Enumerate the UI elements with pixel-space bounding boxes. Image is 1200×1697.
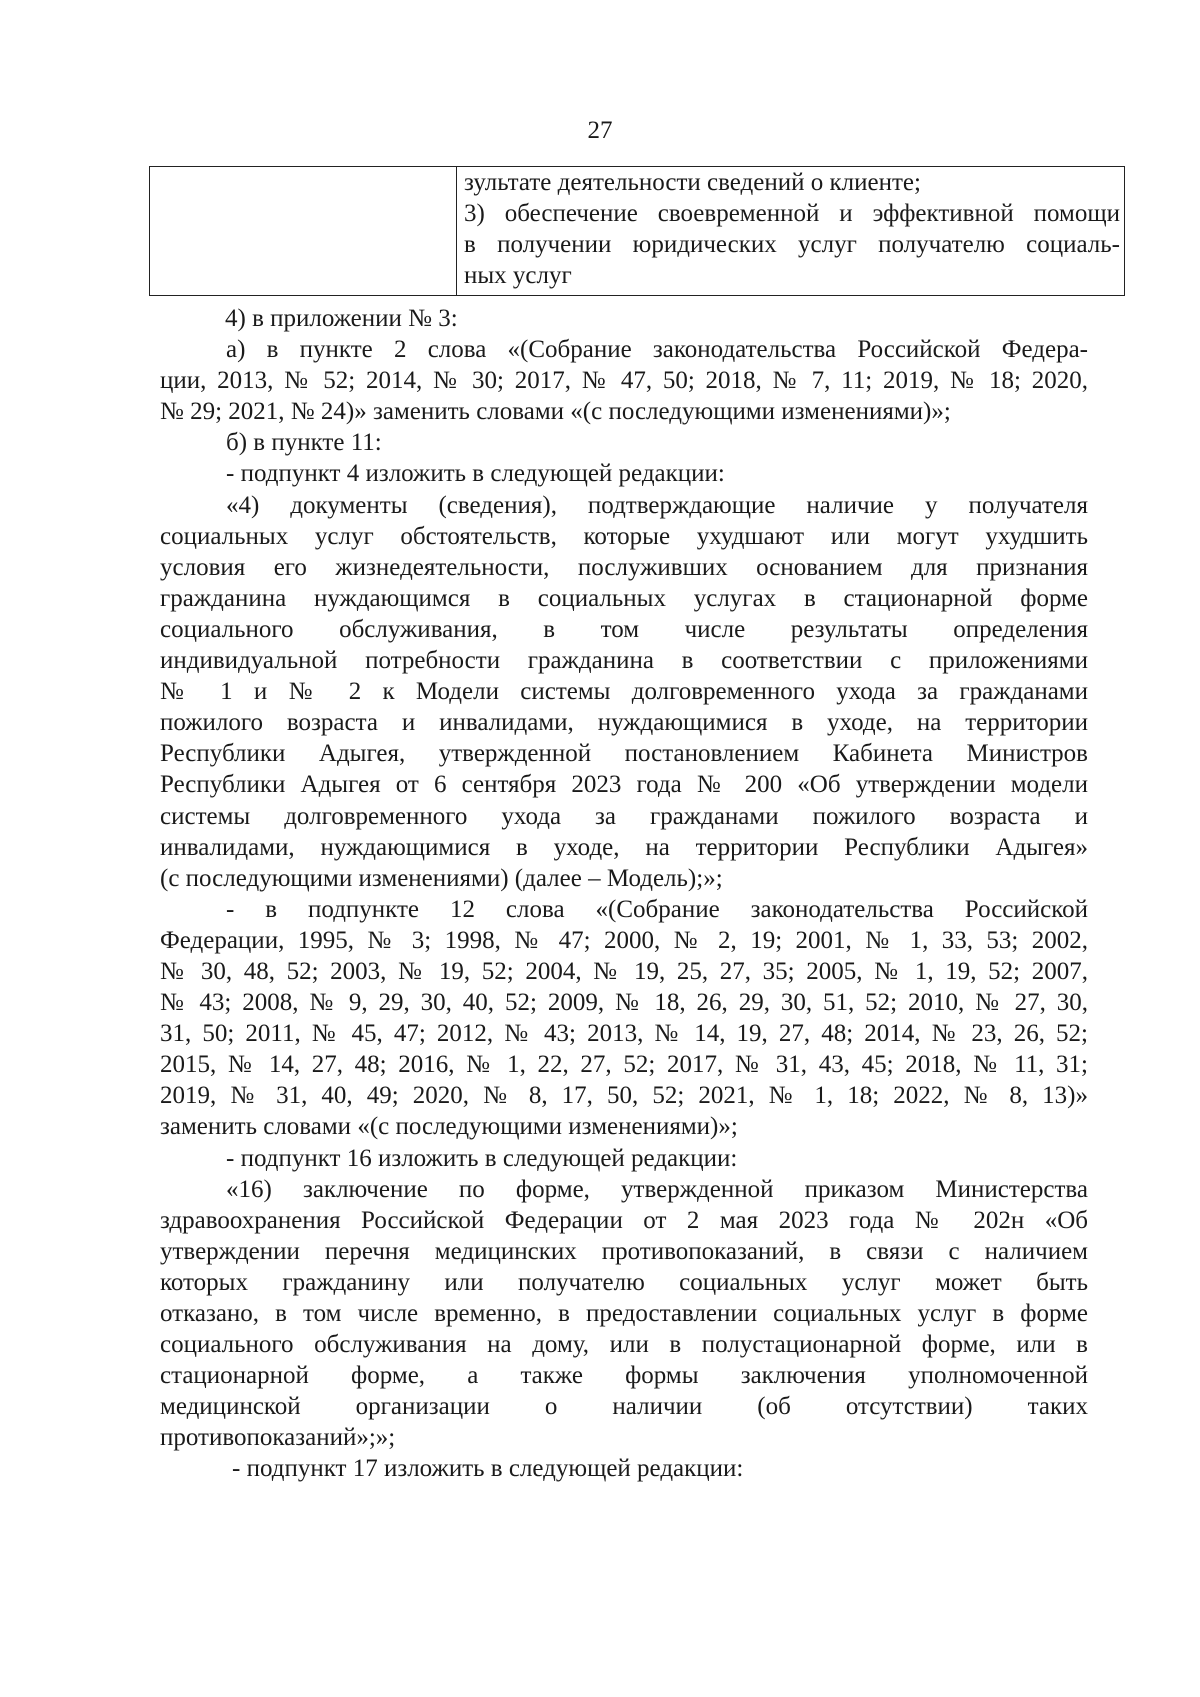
text-line: системы долговременного ухода за гражданами пожилого возраста и	[160, 802, 1088, 830]
text-line: Республики Адыгея от 6 сентября 2023 года № 200 «Об утверждении модели	[160, 771, 1088, 799]
text-line: 2019, № 31, 40, 49; 2020, № 8, 17, 50, 52; 2021, № 1, 18; 2022, № 8, 13)»	[160, 1082, 1088, 1110]
text-line: - подпункт 4 изложить в следующей редакции:	[226, 460, 725, 488]
text-line: - подпункт 17 изложить в следующей редакции:	[232, 1455, 744, 1483]
text-line: «16) заключение по форме, утвержденной приказом Министерства	[226, 1175, 1088, 1203]
text-line: инвалидами, нуждающимися в уходе, на территории Республики Адыгея»	[160, 833, 1088, 861]
text-line: - в подпункте 12 слова «(Собрание законодательства Российской	[226, 895, 1088, 923]
text-line: № 30, 48, 52; 2003, № 19, 52; 2004, № 19, 25, 27, 35; 2005, № 1, 19, 52; 2007,	[160, 957, 1088, 985]
text-line: № 29; 2021, № 24)» заменить словами «(с последующими изменениями)»;	[160, 398, 951, 426]
text-line: социального обслуживания на дому, или в полустационарной форме, или в	[160, 1331, 1088, 1359]
text-line: - подпункт 16 изложить в следующей редакции:	[226, 1144, 738, 1172]
text-line: ции, 2013, № 52; 2014, № 30; 2017, № 47, 50; 2018, № 7, 11; 2019, № 18; 2020,	[160, 367, 1088, 395]
table-cell-text	[457, 167, 1125, 296]
text-line: пожилого возраста и инвалидами, нуждающимися в уходе, на территории	[160, 709, 1088, 737]
table-cell-line: в получении юридических услуг получателю социаль-	[464, 231, 1120, 258]
text-line: (с последующими изменениями) (далее – Модель);»;	[160, 864, 723, 892]
text-line: отказано, в том числе временно, в предоставлении социальных услуг в форме	[160, 1300, 1088, 1327]
text-line: Федерации, 1995, № 3; 1998, № 47; 2000, № 2, 19; 2001, № 1, 33, 53; 2002,	[160, 926, 1088, 954]
table-cell-line: ных услуг	[464, 262, 572, 289]
text-line: № 1 и № 2 к Модели системы долговременного ухода за гражданами	[160, 678, 1088, 706]
text-line: Республики Адыгея, утвержденной постановлением Кабинета Министров	[160, 740, 1088, 768]
text-line: «4) документы (сведения), подтверждающие наличие у получателя	[226, 491, 1088, 519]
continuation-table	[149, 166, 1125, 296]
text-line: утверждении перечня медицинских противопоказаний, в связи с наличием	[160, 1237, 1088, 1265]
page-number: 27	[587, 117, 613, 144]
text-line: которых гражданину или получателю социальных услуг может быть	[160, 1268, 1088, 1296]
text-line: здравоохранения Российской Федерации от 2 мая 2023 года № 202н «Об	[160, 1206, 1088, 1234]
text-line: 4) в приложении № 3:	[225, 305, 458, 332]
text-line: гражданина нуждающимся в социальных услугах в стационарной форме	[160, 584, 1088, 612]
text-line: № 43; 2008, № 9, 29, 30, 40, 52; 2009, № 18, 26, 29, 30, 51, 52; 2010, № 27, 30,	[160, 989, 1088, 1017]
text-line: условия его жизнедеятельности, послуживших основанием для признания	[160, 553, 1088, 581]
text-line: 2015, № 14, 27, 48; 2016, № 1, 22, 27, 52; 2017, № 31, 43, 45; 2018, № 11, 31;	[160, 1051, 1088, 1079]
text-line: социального обслуживания, в том числе результаты определения	[160, 615, 1088, 643]
text-line: индивидуальной потребности гражданина в соответствии с приложениями	[160, 647, 1088, 675]
text-line: 31, 50; 2011, № 45, 47; 2012, № 43; 2013, № 14, 19, 27, 48; 2014, № 23, 26, 52;	[160, 1020, 1088, 1048]
text-line: противопоказаний»;»;	[160, 1424, 396, 1452]
table-row	[150, 167, 1125, 296]
table-cell-empty	[150, 167, 457, 296]
table-cell-line: 3) обеспечение своевременной и эффективной помощи	[464, 200, 1120, 227]
text-line: социальных услуг обстоятельств, которые ухудшают или могут ухудшить	[160, 522, 1088, 550]
text-line: заменить словами «(с последующими изменениями)»;	[160, 1113, 738, 1141]
text-line: а) в пункте 2 слова «(Собрание законодательства Российской Федера-	[226, 336, 1088, 364]
text-line: стационарной форме, а также формы заключения уполномоченной	[160, 1362, 1088, 1390]
table-cell-line: зультате деятельности сведений о клиенте;	[464, 169, 921, 196]
document-body	[160, 303, 1088, 1485]
text-line: б) в пункте 11:	[226, 429, 382, 457]
text-line: медицинской организации о наличии (об отсутствии) таких	[160, 1393, 1088, 1421]
